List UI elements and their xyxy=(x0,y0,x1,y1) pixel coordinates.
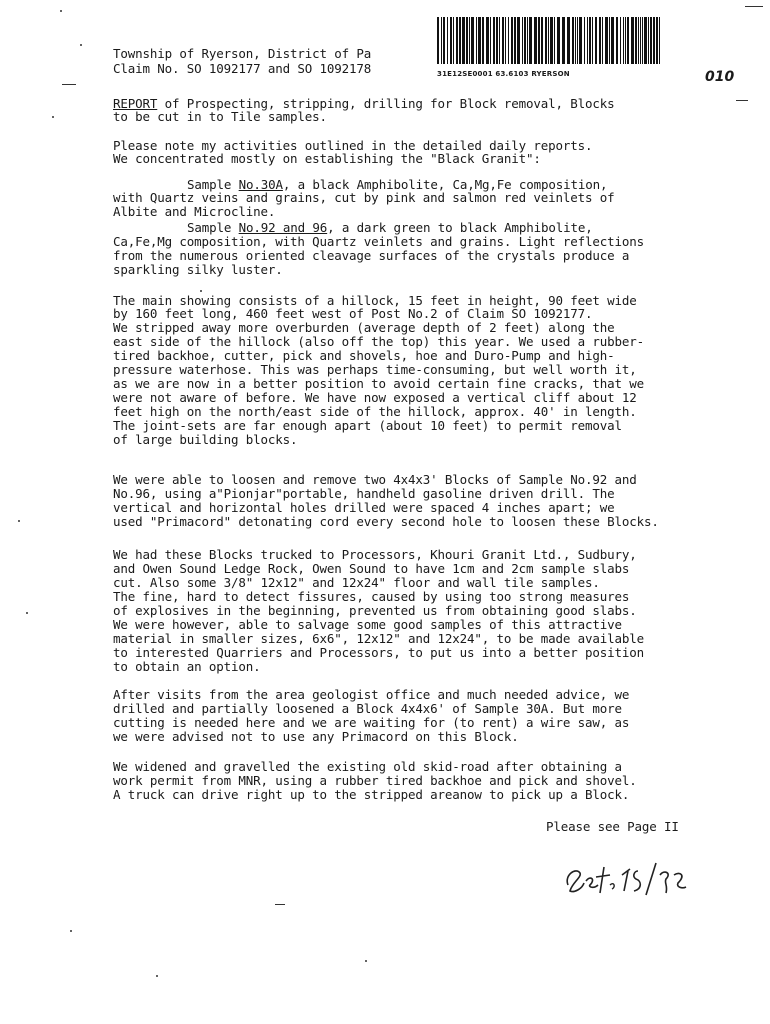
barcode-bar xyxy=(623,17,624,64)
barcode-bar xyxy=(642,17,643,64)
text-fragment: Sample xyxy=(187,220,239,235)
text-line: with Quartz veins and grains, cut by pink and salmon red veinlets of xyxy=(113,190,615,205)
sample-30a-label: No.30A xyxy=(238,177,283,192)
scan-mark xyxy=(736,100,748,101)
barcode-bar xyxy=(620,17,621,64)
barcode-bar xyxy=(584,17,585,64)
barcode-bar xyxy=(496,17,498,64)
text-line: cutting is needed here and we are waiting for (to rent) a wire saw, as xyxy=(113,715,630,730)
text-fragment: , a dark green to black Amphibolite, xyxy=(327,220,593,235)
barcode-bar xyxy=(443,17,445,64)
text-line: We widened and gravelled the existing old skid-road after obtaining a xyxy=(113,759,622,774)
text-line: as we are now in a better position to avoid certain fine cracks, that we xyxy=(113,376,645,391)
text-line: pressure waterhose. This was perhaps time-consuming, but well worth it, xyxy=(113,362,637,377)
barcode-bar xyxy=(579,17,582,64)
barcode-bar xyxy=(575,17,576,64)
text-line: The main showing consists of a hillock, 15 feet in height, 90 feet wide xyxy=(113,293,637,308)
barcode-bar xyxy=(562,17,565,64)
sample-92-label: No.92 and 96 xyxy=(238,220,328,235)
text-line: Please note my activities outlined in the detailed daily reports. xyxy=(113,138,593,153)
barcode-bar xyxy=(493,17,495,64)
barcode-bar xyxy=(482,17,484,64)
barcode-bar xyxy=(471,17,474,64)
scan-mark xyxy=(275,904,285,905)
text-line: cut. Also some 3/8" 12x12" and 12x24" floor and wall tile samples. xyxy=(113,575,600,590)
text-line: We were able to loosen and remove two 4x4x3' Blocks of Sample No.92 and xyxy=(113,472,637,487)
barcode-bar xyxy=(517,17,520,64)
barcode-bar xyxy=(616,17,618,64)
barcode-bar xyxy=(625,17,626,64)
barcode-bar xyxy=(490,17,491,64)
text-line: Ca,Fe,Mg composition, with Quartz veinlets and grains. Light reflections xyxy=(113,234,645,249)
header-township: Township of Ryerson, District of Pa xyxy=(113,46,372,61)
barcode-bar xyxy=(635,17,637,64)
barcode-label: 31E12SE0001 63.6103 RYERSON xyxy=(437,70,570,78)
barcode-bar xyxy=(453,17,454,64)
barcode-bar xyxy=(648,17,649,64)
barcode-bar xyxy=(466,17,468,64)
scan-speck xyxy=(80,44,82,46)
text-line: and Owen Sound Ledge Rock, Owen Sound to have 1cm and 2cm sample slabs xyxy=(113,561,630,576)
text-line: No.96, using a"Pionjar"portable, handheld gasoline driven drill. The xyxy=(113,486,615,501)
barcode-bar xyxy=(599,17,601,64)
barcode-bar xyxy=(476,17,477,64)
barcode-bar xyxy=(656,17,658,64)
barcode-bar xyxy=(545,17,547,64)
text-line: we were advised not to use any Primacord on this Block. xyxy=(113,729,519,744)
text-line: sparkling silky luster. xyxy=(113,262,283,277)
barcode-bar xyxy=(644,17,647,64)
barcode-bar xyxy=(469,17,470,64)
scan-speck xyxy=(156,975,158,977)
text-line: material in smaller sizes, 6x6", 12x12" and 12x24", to be made available xyxy=(113,631,645,646)
barcode-bar xyxy=(456,17,458,64)
text-line: by 160 feet long, 460 feet west of Post No.2 of Claim SO 1092177. xyxy=(113,306,593,321)
scan-speck xyxy=(18,520,20,522)
text-line: east side of the hillock (also off the top) this year. We used a rubber- xyxy=(113,334,645,349)
scan-speck xyxy=(52,116,54,118)
text-line: We were however, able to salvage some good samples of this attractive xyxy=(113,617,622,632)
text-line: The joint-sets are far enough apart (about 10 feet) to permit removal xyxy=(113,418,622,433)
barcode-bar xyxy=(609,17,610,64)
barcode-bar xyxy=(529,17,532,64)
sample-92-line xyxy=(187,221,593,234)
barcode-bar xyxy=(650,17,652,64)
barcode-bar xyxy=(524,17,526,64)
text-line: of large building blocks. xyxy=(113,432,298,447)
barcode-bar xyxy=(627,17,629,64)
barcode-bar xyxy=(511,17,513,64)
barcode-bar xyxy=(534,17,537,64)
barcode-bar xyxy=(550,17,553,64)
text-line: We had these Blocks trucked to Processors, Khouri Granit Ltd., Sudbury, xyxy=(113,547,637,562)
text-line: drilled and partially loosened a Block 4x4x6' of Sample 30A. But more xyxy=(113,701,622,716)
barcode-bar xyxy=(447,17,448,64)
report-heading-rest: of Prospecting, stripping, drilling for Block removal, Blocks xyxy=(157,96,615,111)
barcode-bar xyxy=(437,17,439,64)
barcode-bar xyxy=(631,17,634,64)
scan-mark xyxy=(62,84,76,85)
barcode-bar xyxy=(441,17,442,64)
barcode-bar xyxy=(522,17,523,64)
barcode-bar xyxy=(514,17,516,64)
barcode-bar xyxy=(653,17,655,64)
barcode-bar xyxy=(462,17,465,64)
report-heading-2: to be cut in to Tile samples. xyxy=(113,109,327,124)
barcode-bar xyxy=(508,17,509,64)
barcode-bar xyxy=(587,17,588,64)
barcode-bar xyxy=(541,17,543,64)
text-line: We concentrated mostly on establishing the "Black Granit": xyxy=(113,151,541,166)
page-code: 010 xyxy=(705,69,735,85)
text-line: After visits from the area geologist office and much needed advice, we xyxy=(113,687,630,702)
barcode-bar xyxy=(486,17,489,64)
scan-speck xyxy=(70,930,72,932)
text-line: from the numerous oriented cleavage surfaces of the crystals produce a xyxy=(113,248,630,263)
barcode-bar xyxy=(554,17,555,64)
barcode-bar xyxy=(538,17,540,64)
text-line: The fine, hard to detect fissures, caused by using too strong measures xyxy=(113,589,630,604)
text-line: to obtain an option. xyxy=(113,659,261,674)
barcode-icon xyxy=(437,17,661,64)
text-line: vertical and horizontal holes drilled were spaced 4 inches apart; we xyxy=(113,500,615,515)
barcode-bar xyxy=(567,17,570,64)
text-line: of explosives in the beginning, prevented us from obtaining good slabs. xyxy=(113,603,637,618)
report-word: REPORT xyxy=(113,96,158,111)
text-line: Albite and Microcline. xyxy=(113,204,276,219)
text-line: feet high on the north/east side of the hillock, approx. 40' in length. xyxy=(113,404,637,419)
barcode-bar xyxy=(557,17,560,64)
barcode-bar xyxy=(640,17,641,64)
header-claim: Claim No. SO 1092177 and SO 1092178 xyxy=(113,61,372,76)
text-line: tired backhoe, cutter, pick and shovels, hoe and Duro-Pump and high- xyxy=(113,348,615,363)
barcode-bar xyxy=(605,17,608,64)
text-line: to interested Quarriers and Processors, to put us into a better position xyxy=(113,645,645,660)
text-line: used "Primacord" detonating cord every second hole to loosen these Blocks. xyxy=(113,514,659,529)
text-line: We stripped away more overburden (average depth of 2 feet) along the xyxy=(113,320,615,335)
barcode-bar xyxy=(659,17,660,64)
text-fragment: Sample xyxy=(187,177,239,192)
barcode-bar xyxy=(548,17,549,64)
scan-speck xyxy=(365,960,367,962)
barcode-bar xyxy=(589,17,591,64)
scan-speck xyxy=(200,290,202,292)
barcode-bar xyxy=(611,17,614,64)
barcode-bar xyxy=(459,17,461,64)
barcode-bar xyxy=(592,17,593,64)
barcode-bar xyxy=(577,17,578,64)
signature-icon xyxy=(560,857,690,899)
text-fragment: , a black Amphibolite, Ca,Mg,Fe composition, xyxy=(282,177,608,192)
barcode-bar xyxy=(527,17,528,64)
barcode-bar xyxy=(602,17,603,64)
text-line: work permit from MNR, using a rubber tired backhoe and pick and shovel. xyxy=(113,773,637,788)
text-line: were not aware of before. We have now exposed a vertical cliff about 12 xyxy=(113,390,637,405)
barcode-bar xyxy=(595,17,597,64)
barcode-bar xyxy=(572,17,574,64)
barcode-bar xyxy=(478,17,481,64)
barcode-bar xyxy=(505,17,506,64)
barcode-bar xyxy=(638,17,639,64)
barcode-bar xyxy=(450,17,452,64)
closing-note: Please see Page II xyxy=(546,819,679,834)
scan-speck xyxy=(26,612,28,614)
barcode-bar xyxy=(499,17,500,64)
barcode-bar xyxy=(502,17,504,64)
scan-mark xyxy=(745,6,763,7)
scan-speck xyxy=(60,10,62,12)
text-line: A truck can drive right up to the stripped areanow to pick up a Block. xyxy=(113,787,630,802)
